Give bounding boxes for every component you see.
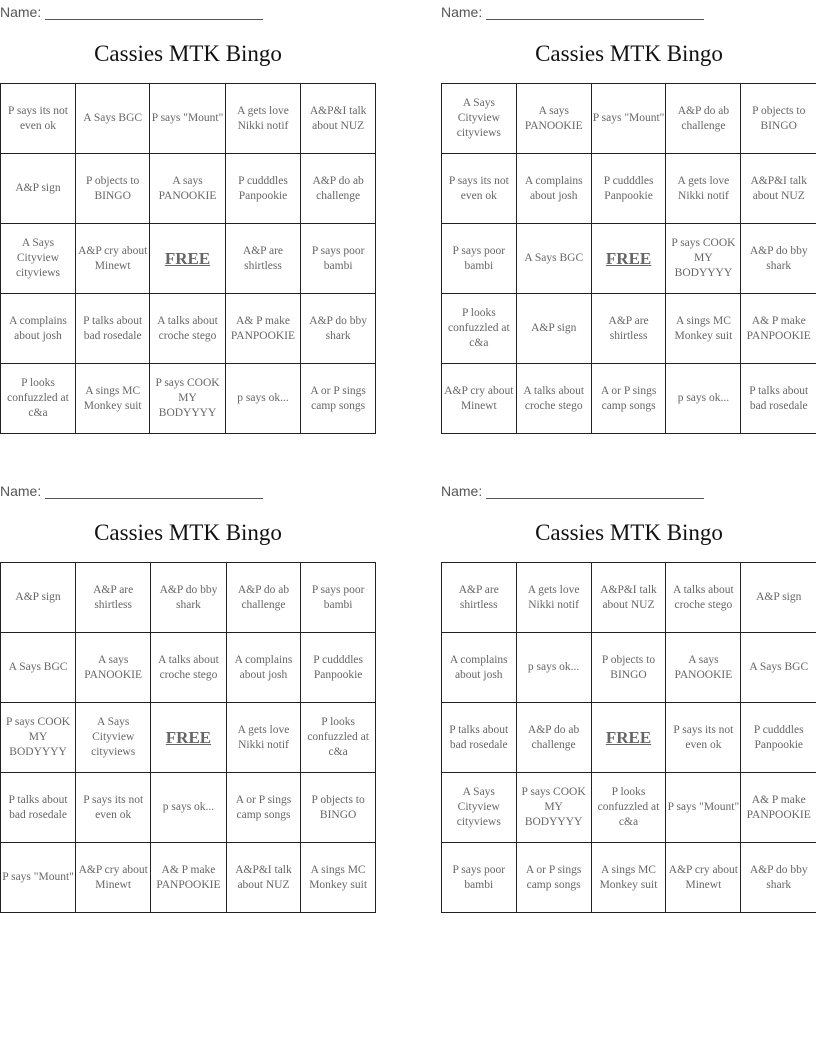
bingo-cell: P talks about bad rosedale [75,294,149,364]
bingo-cell: A&P sign [1,563,76,633]
bingo-cell: P objects to BINGO [741,84,816,154]
bingo-cell: P cudddles Panpookie [591,154,666,224]
bingo-cell: p says ok... [225,364,301,434]
bingo-cell: P says COOK MY BODYYYY [516,773,591,843]
bingo-cell: A&P sign [516,294,591,364]
bingo-row [442,843,816,913]
bingo-row [442,633,816,703]
bingo-cell: P talks about bad rosedale [1,773,76,843]
bingo-cell: A Says BGC [75,84,149,154]
bingo-grid [0,562,376,913]
bingo-cell: A&P&I talk about NUZ [591,563,666,633]
bingo-grid [441,562,816,913]
bingo-cell: p says ok... [516,633,591,703]
bingo-cell: A&P&I talk about NUZ [741,154,816,224]
bingo-cell: A&P cry about Minewt [76,843,151,913]
bingo-cell: A& P make PANPOOKIE [225,294,301,364]
free-space: FREE [151,703,226,773]
bingo-cell: A&P are shirtless [225,224,301,294]
bingo-cell: P says "Mount" [591,84,666,154]
bingo-cell: A Says Cityview cityviews [1,224,76,294]
name-label: Name: [0,4,42,20]
bingo-cell: A&P do bby shark [741,224,816,294]
name-blank-line [45,5,263,20]
bingo-cell: A says PANOOKIE [150,154,225,224]
bingo-row [1,773,376,843]
name-label: Name: [441,4,483,20]
free-space: FREE [150,224,225,294]
name-field [0,481,263,499]
bingo-cell: A&P do ab challenge [226,563,301,633]
bingo-row [1,364,376,434]
bingo-cell: A Says BGC [741,633,816,703]
bingo-row [1,154,376,224]
bingo-cell: P objects to BINGO [591,633,666,703]
bingo-cell: A says PANOOKIE [76,633,151,703]
bingo-cell: P says poor bambi [301,563,376,633]
bingo-cell: A&P sign [1,154,76,224]
bingo-cell: P says COOK MY BODYYYY [1,703,76,773]
bingo-row [1,843,376,913]
bingo-cell: P looks confuzzled at c&a [301,703,376,773]
name-blank-line [486,484,704,499]
bingo-cell: P looks confuzzled at c&a [442,294,517,364]
bingo-cell: P says "Mount" [1,843,76,913]
bingo-cell: P cudddles Panpookie [225,154,301,224]
bingo-grid [441,83,816,434]
bingo-cell: A gets love Nikki notif [666,154,741,224]
bingo-cell: A&P do ab challenge [516,703,591,773]
bingo-cell: A Says Cityview cityviews [76,703,151,773]
bingo-cell: P objects to BINGO [75,154,149,224]
bingo-cell: A sings MC Monkey suit [666,294,741,364]
bingo-grid [0,83,376,434]
bingo-cell: P says its not even ok [76,773,151,843]
bingo-cell: P says "Mount" [150,84,225,154]
bingo-cell: A&P&I talk about NUZ [301,84,376,154]
bingo-cell: A&P cry about Minewt [666,843,741,913]
card-title: Cassies MTK Bingo [535,41,723,66]
bingo-cell: P cudddles Panpookie [741,703,816,773]
bingo-row [442,703,816,773]
bingo-cell: A&P do ab challenge [666,84,741,154]
bingo-cell: A sings MC Monkey suit [75,364,149,434]
bingo-cell: A&P do bby shark [151,563,226,633]
bingo-cell: P looks confuzzled at c&a [1,364,76,434]
bingo-cell: A gets love Nikki notif [226,703,301,773]
bingo-row [442,563,816,633]
bingo-row [442,84,816,154]
bingo-cell: P says COOK MY BODYYYY [150,364,225,434]
bingo-cell: P says poor bambi [442,843,517,913]
bingo-cell: A says PANOOKIE [516,84,591,154]
card-title: Cassies MTK Bingo [94,41,282,66]
bingo-cell: A& P make PANPOOKIE [151,843,226,913]
free-space: FREE [591,224,666,294]
bingo-cell: P says its not even ok [666,703,741,773]
name-field [441,2,704,20]
bingo-row [442,773,816,843]
bingo-cell: P says its not even ok [442,154,517,224]
bingo-cell: P looks confuzzled at c&a [591,773,666,843]
bingo-cell: A or P sings camp songs [226,773,301,843]
bingo-cell: P says COOK MY BODYYYY [666,224,741,294]
bingo-cell: A complains about josh [226,633,301,703]
bingo-cell: P objects to BINGO [301,773,376,843]
bingo-cell: A sings MC Monkey suit [591,843,666,913]
bingo-cell: A talks about croche stego [516,364,591,434]
bingo-row [1,633,376,703]
bingo-cell: P talks about bad rosedale [741,364,816,434]
bingo-row [442,364,816,434]
name-label: Name: [441,483,483,499]
bingo-cell: A& P make PANPOOKIE [741,773,816,843]
bingo-cell: A&P cry about Minewt [442,364,517,434]
bingo-cell: A Says BGC [1,633,76,703]
bingo-cell: P says poor bambi [301,224,376,294]
bingo-row [1,84,376,154]
name-blank-line [486,5,704,20]
bingo-cell: A gets love Nikki notif [225,84,301,154]
bingo-cell: A talks about croche stego [666,563,741,633]
bingo-cell: A complains about josh [442,633,517,703]
bingo-cell: A talks about croche stego [150,294,225,364]
bingo-cell: P says "Mount" [666,773,741,843]
bingo-row [1,703,376,773]
bingo-cell: A&P are shirtless [76,563,151,633]
bingo-row [1,563,376,633]
bingo-cell: A or P sings camp songs [301,364,376,434]
bingo-cell: P says its not even ok [1,84,76,154]
card-title: Cassies MTK Bingo [535,520,723,545]
name-field [0,2,263,20]
bingo-cell: A&P do bby shark [301,294,376,364]
bingo-cell: A Says Cityview cityviews [442,773,517,843]
bingo-cell: A Says Cityview cityviews [442,84,517,154]
bingo-cell: A&P sign [741,563,816,633]
bingo-cell: A complains about josh [516,154,591,224]
bingo-row [442,224,816,294]
name-field [441,481,704,499]
bingo-cell: A sings MC Monkey suit [301,843,376,913]
bingo-cell: A talks about croche stego [151,633,226,703]
bingo-cell: A&P&I talk about NUZ [226,843,301,913]
bingo-cell: A Says BGC [516,224,591,294]
bingo-row [1,294,376,364]
bingo-row [1,224,376,294]
bingo-cell: P says poor bambi [442,224,517,294]
name-label: Name: [0,483,42,499]
bingo-cell: A&P are shirtless [442,563,517,633]
bingo-cell: A&P cry about Minewt [75,224,149,294]
bingo-cell: A or P sings camp songs [591,364,666,434]
card-title: Cassies MTK Bingo [94,520,282,545]
bingo-cell: P cudddles Panpookie [301,633,376,703]
bingo-cell: A&P do ab challenge [301,154,376,224]
bingo-cell: p says ok... [666,364,741,434]
bingo-row [442,294,816,364]
bingo-cell: A complains about josh [1,294,76,364]
bingo-cell: A or P sings camp songs [516,843,591,913]
bingo-cell: A gets love Nikki notif [516,563,591,633]
free-space: FREE [591,703,666,773]
bingo-cell: A& P make PANPOOKIE [741,294,816,364]
bingo-cell: A&P are shirtless [591,294,666,364]
bingo-cell: p says ok... [151,773,226,843]
bingo-cell: A says PANOOKIE [666,633,741,703]
bingo-cell: P talks about bad rosedale [442,703,517,773]
bingo-row [442,154,816,224]
bingo-cell: A&P do bby shark [741,843,816,913]
name-blank-line [45,484,263,499]
